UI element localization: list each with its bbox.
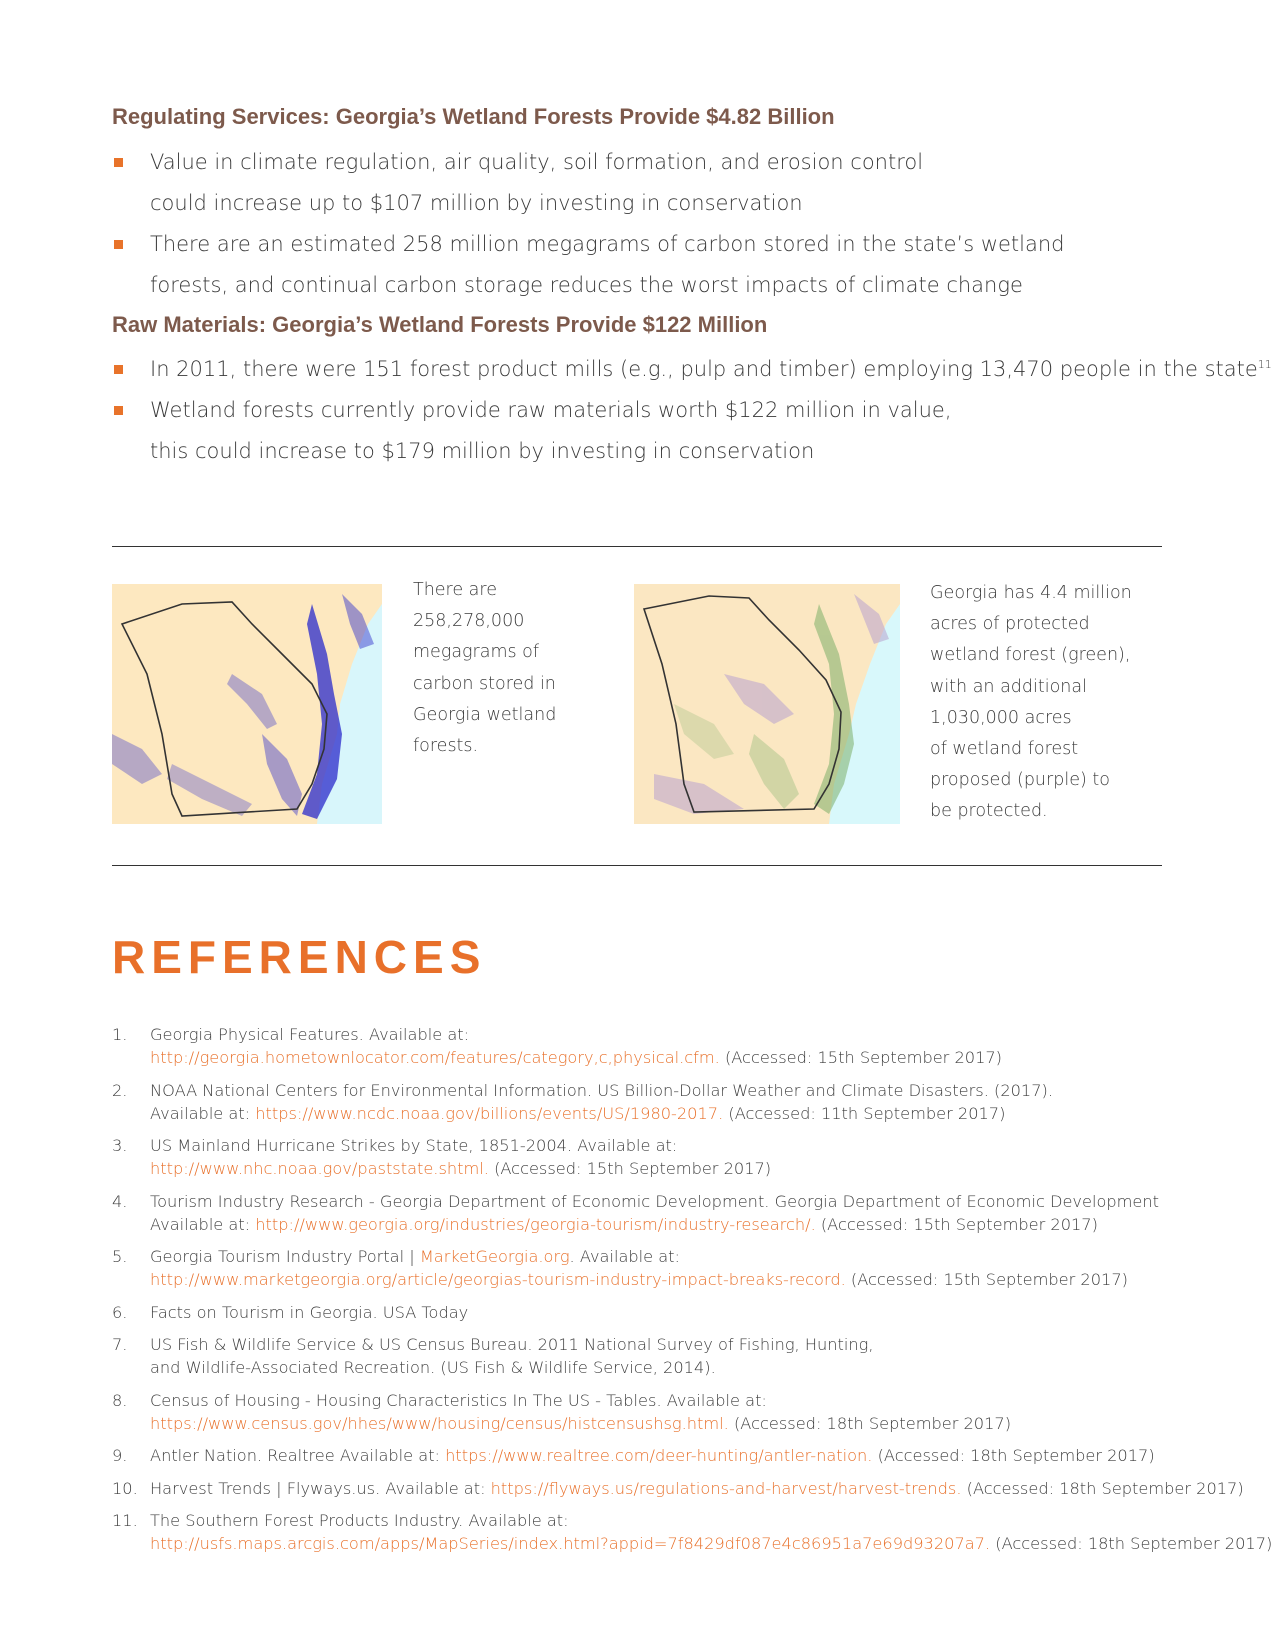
reference-line	[150, 1477, 1244, 1500]
reference-accessed: (Accessed: 18th September 2017)	[961, 1478, 1244, 1498]
divider-top	[112, 546, 1162, 547]
reference-number: 8.	[112, 1390, 128, 1410]
caption-line: 1,030,000 acres	[930, 707, 1072, 728]
reference-text: US Mainland Hurricane Strikes by State, 1851-2004. Available at:	[150, 1136, 678, 1155]
reference-item	[112, 1245, 1172, 1291]
reference-item	[112, 1134, 1172, 1180]
reference-text: Census of Housing - Housing Characteristics In The US - Tables. Available at:	[150, 1390, 767, 1410]
reference-text: The Southern Forest Products Industry. Available at:	[150, 1511, 569, 1530]
reference-link[interactable]: https://www.ncdc.noaa.gov/billions/events/US/1980-2017.	[255, 1103, 724, 1123]
reference-item	[112, 1477, 1244, 1500]
footnote-marker: 11	[1257, 358, 1272, 371]
bullet-text: this could increase to $179 million by investing in conservation	[150, 439, 815, 463]
protected-wetland-map	[634, 584, 900, 824]
bullet-text: Value in climate regulation, air quality, soil formation, and erosion control	[150, 150, 924, 174]
reference-line	[150, 1245, 1172, 1268]
caption-line: 258,278,000	[413, 611, 525, 632]
bullet-square-icon	[114, 365, 123, 374]
reference-accessed: (Accessed: 15th September 2017)	[845, 1270, 1128, 1289]
caption-line: proposed (purple) to	[930, 770, 1110, 791]
reference-text: Harvest Trends | Flyways.us. Available at:	[150, 1478, 491, 1498]
reference-link[interactable]: https://www.census.gov/hhes/www/housing/census/histcensushsg.html.	[150, 1413, 729, 1433]
caption-line: There are	[413, 580, 497, 600]
references-title: REFERENCES	[112, 931, 487, 983]
caption-line: with an additional	[930, 676, 1087, 697]
protected-caption	[930, 578, 1130, 828]
reference-accessed: (Accessed: 18th September 2017)	[990, 1534, 1273, 1553]
raw-materials-bullet-list	[112, 349, 1272, 472]
reference-number: 10.	[112, 1478, 138, 1498]
reference-text: NOAA National Centers for Environmental Information. US Billion-Dollar Weather and Climate Disasters. (2017).	[150, 1080, 1053, 1100]
list-item	[112, 224, 1172, 306]
reference-line	[150, 1157, 1172, 1180]
reference-accessed: (Accessed: 15th September 2017)	[719, 1048, 1002, 1067]
bullet-text: forests, and continual carbon storage reduces the worst impacts of climate change	[150, 273, 1023, 297]
reference-text: Tourism Industry Research - Georgia Department of Economic Development. Georgia Department of Economic Development	[150, 1191, 1159, 1211]
reference-item	[112, 1023, 1172, 1069]
reference-text: Georgia Tourism Industry Portal |	[150, 1247, 420, 1266]
protected-map-graphic	[634, 584, 900, 824]
reference-line	[150, 1046, 1172, 1069]
reference-item	[112, 1509, 1273, 1555]
reference-text: Georgia Physical Features. Available at:	[150, 1025, 470, 1044]
reference-text: US Fish & Wildlife Service & US Census Bureau. 2011 National Survey of Fishing, Hunting,	[150, 1335, 874, 1354]
reference-number: 2.	[112, 1080, 128, 1100]
reference-line	[150, 1268, 1172, 1291]
reference-number: 6.	[112, 1302, 128, 1322]
divider-bottom	[112, 865, 1162, 866]
carbon-caption	[413, 575, 613, 762]
reference-line	[150, 1532, 1273, 1555]
reference-inline-link[interactable]: MarketGeorgia.org	[419, 1247, 570, 1266]
reference-line	[150, 1444, 1172, 1467]
carbon-storage-map	[112, 584, 382, 824]
reference-link[interactable]: https://flyways.us/regulations-and-harvest/harvest-trends.	[490, 1478, 962, 1498]
reference-item	[112, 1079, 1172, 1125]
reference-text: Antler Nation. Realtree Available at:	[150, 1446, 446, 1465]
reference-link[interactable]: http://www.nhc.noaa.gov/paststate.shtml.	[150, 1159, 489, 1178]
references-list	[112, 1023, 1273, 1565]
bullet-square-icon	[114, 406, 123, 415]
reference-item	[112, 1301, 1172, 1324]
raw-materials-heading: Raw Materials: Georgia’s Wetland Forests Provide $122 Million	[112, 312, 768, 337]
reference-accessed: (Accessed: 11th September 2017)	[723, 1103, 1006, 1123]
reference-accessed: (Accessed: 18th September 2017)	[872, 1446, 1155, 1465]
reference-item	[112, 1444, 1172, 1467]
caption-line: megagrams of	[413, 642, 540, 663]
caption-line: Georgia has 4.4 million	[930, 583, 1132, 603]
caption-line: of wetland forest	[930, 739, 1079, 760]
reference-accessed: (Accessed: 18th September 2017)	[728, 1413, 1012, 1433]
reference-number: 7.	[112, 1335, 128, 1354]
bullet-text: could increase up to $107 million by investing in conservation	[150, 191, 803, 215]
reference-number: 4.	[112, 1191, 128, 1211]
caption-line: forests.	[413, 736, 479, 757]
bullet-square-icon	[114, 158, 123, 167]
reference-line	[150, 1213, 1172, 1236]
caption-line: wetland forest (green),	[930, 645, 1131, 666]
reference-text: . Available at:	[569, 1247, 680, 1266]
caption-line: Georgia wetland	[413, 704, 557, 725]
reference-link[interactable]: http://georgia.hometownlocator.com/features/category,c,physical.cfm.	[150, 1048, 720, 1067]
reference-link[interactable]: http://usfs.maps.arcgis.com/apps/MapSeries/index.html?appid=7f8429df087e4c86951a7e69d93207a7.	[150, 1534, 991, 1553]
carbon-map-graphic	[112, 584, 382, 824]
reference-available: Available at:	[150, 1103, 256, 1123]
bullet-text: There are an estimated 258 million megagrams of carbon stored in the state’s wetland	[150, 232, 1065, 256]
list-item	[112, 142, 1172, 224]
caption-line: be protected.	[930, 801, 1048, 822]
reference-number: 1.	[112, 1025, 128, 1044]
regulating-bullet-list	[112, 142, 1172, 306]
reference-item	[112, 1333, 1172, 1379]
bullet-square-icon	[114, 240, 123, 249]
caption-line: acres of protected	[930, 614, 1090, 635]
reference-line	[150, 1102, 1172, 1125]
reference-text: and Wildlife-Associated Recreation. (US Fish & Wildlife Service, 2014).	[150, 1358, 716, 1377]
bullet-text-main: In 2011, there were 151 forest product mills (e.g., pulp and timber) employing 13,470 people in the state	[150, 357, 1258, 381]
reference-link[interactable]: http://www.marketgeorgia.org/article/georgias-tourism-industry-impact-breaks-record.	[150, 1270, 846, 1289]
reference-available: Available at:	[150, 1214, 256, 1234]
caption-line: carbon stored in	[413, 673, 556, 694]
reference-accessed: (Accessed: 15th September 2017)	[815, 1214, 1098, 1234]
regulating-heading: Regulating Services: Georgia’s Wetland Forests Provide $4.82 Billion	[112, 104, 835, 129]
reference-number: 3.	[112, 1136, 128, 1155]
reference-accessed: (Accessed: 15th September 2017)	[488, 1159, 772, 1178]
reference-link[interactable]: http://www.georgia.org/industries/georgia-tourism/industry-research/.	[255, 1214, 816, 1234]
reference-link[interactable]: https://www.realtree.com/deer-hunting/antler-nation.	[445, 1446, 873, 1465]
reference-number: 11.	[112, 1511, 138, 1530]
reference-number: 9.	[112, 1446, 128, 1465]
reference-number: 5.	[112, 1247, 128, 1266]
reference-text: Facts on Tourism in Georgia. USA Today	[150, 1302, 469, 1322]
bullet-text: Wetland forests currently provide raw materials worth $122 million in value,	[150, 398, 952, 422]
list-item	[112, 390, 1172, 472]
reference-line	[150, 1412, 1172, 1435]
bullet-text	[150, 349, 1272, 390]
reference-item	[112, 1389, 1172, 1435]
reference-item	[112, 1190, 1172, 1236]
list-item	[112, 349, 1272, 390]
